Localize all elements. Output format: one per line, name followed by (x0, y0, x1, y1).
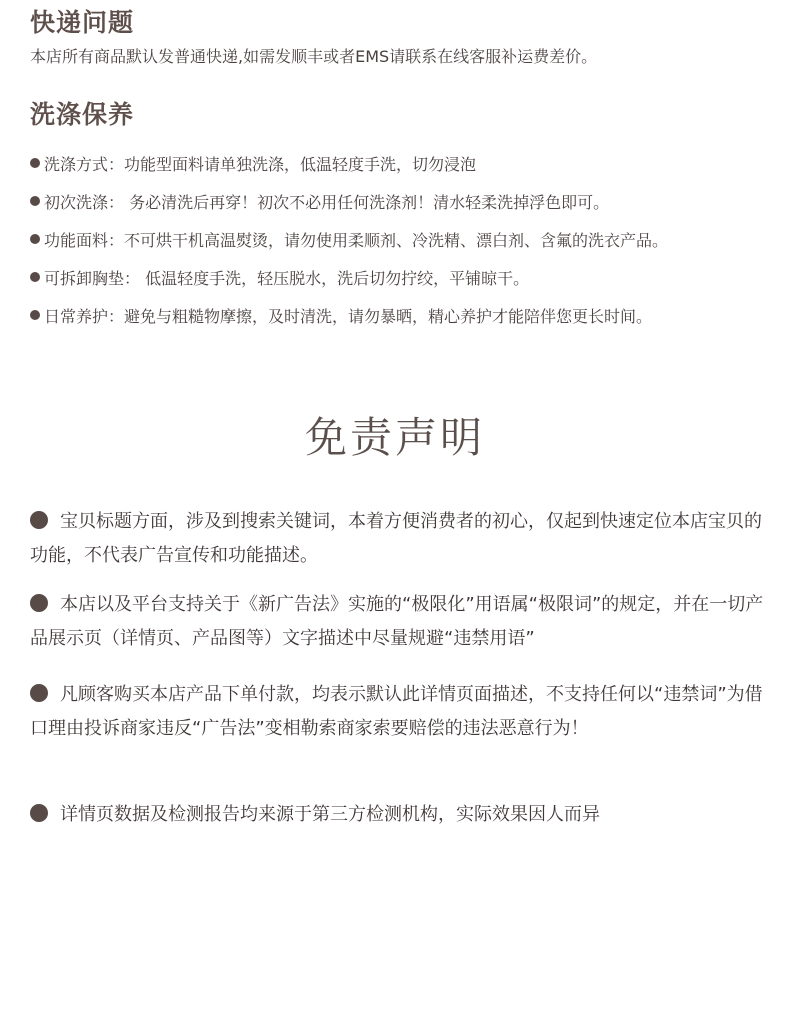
disclaimer-item (30, 678, 765, 746)
bullet-dot-icon (30, 234, 40, 244)
shipping-notice: 本店所有商品默认发普通快递,如需发顺丰或者EMS请联系在线客服补运费差价。 (30, 47, 598, 66)
disclaimer-item (30, 798, 765, 832)
care-item-wash-method (30, 144, 668, 182)
bullet-dot-icon (30, 196, 40, 206)
bullet-dot-icon (30, 511, 48, 529)
disclaimer-item-text: 详情页数据及检测报告均来源于第三方检测机构，实际效果因人而异 (60, 804, 600, 825)
disclaimer-item-text: 凡顾客购买本店产品下单付款，均表示默认此详情页面描述，不支持任何以“违禁词”为借口理由投诉商家违反“广告法”变相勒索商家索要赔偿的违法恶意行为！ (30, 684, 763, 739)
bullet-dot-icon (30, 684, 48, 702)
bullet-dot-icon (30, 272, 40, 282)
bullet-dot-icon (30, 158, 40, 168)
shipping-heading: 快递问题 (30, 8, 135, 37)
care-item-first-wash (30, 182, 668, 220)
bullet-dot-icon (30, 594, 48, 612)
bullet-dot-icon (30, 310, 40, 320)
disclaimer-item-text: 本店以及平台支持关于《新广告法》实施的“极限化”用语属“极限词”的规定，并在一切产品展示页（详情页、产品图等）文字描述中尽量规避“违禁用语” (30, 594, 764, 649)
care-list (30, 144, 668, 334)
care-item-functional-fabric (30, 220, 668, 258)
washing-heading: 洗涤保养 (30, 100, 135, 129)
disclaimer-item-text: 宝贝标题方面，涉及到搜索关键词，本着方便消费者的初心，仅起到快速定位本店宝贝的功能，不代表广告宣传和功能描述。 (30, 511, 762, 566)
care-item-text: 可拆卸胸垫： 低温轻度手洗，轻压脱水，洗后切勿拧绞，平铺晾干。 (44, 268, 530, 288)
care-item-removable-pad (30, 258, 668, 296)
disclaimer-item (30, 588, 765, 656)
care-item-text: 洗涤方式：功能型面料请单独洗涤，低温轻度手洗，切勿浸泡 (44, 154, 477, 174)
care-item-text: 功能面料：不可烘干机高温熨烫，请勿使用柔顺剂、冷洗精、漂白剂、含氟的洗衣产品。 (44, 230, 669, 250)
disclaimer-title: 免责声明 (304, 413, 485, 462)
bullet-dot-icon (30, 804, 48, 822)
disclaimer-item (30, 505, 765, 573)
care-item-text: 日常养护：避免与粗糙物摩擦，及时清洗，请勿暴晒，精心养护才能陪伴您更长时间。 (44, 306, 653, 326)
care-item-daily-care (30, 296, 668, 334)
care-item-text: 初次洗涤： 务必清洗后再穿！初次不必用任何洗涤剂！清水轻柔洗掉浮色即可。 (44, 192, 610, 212)
